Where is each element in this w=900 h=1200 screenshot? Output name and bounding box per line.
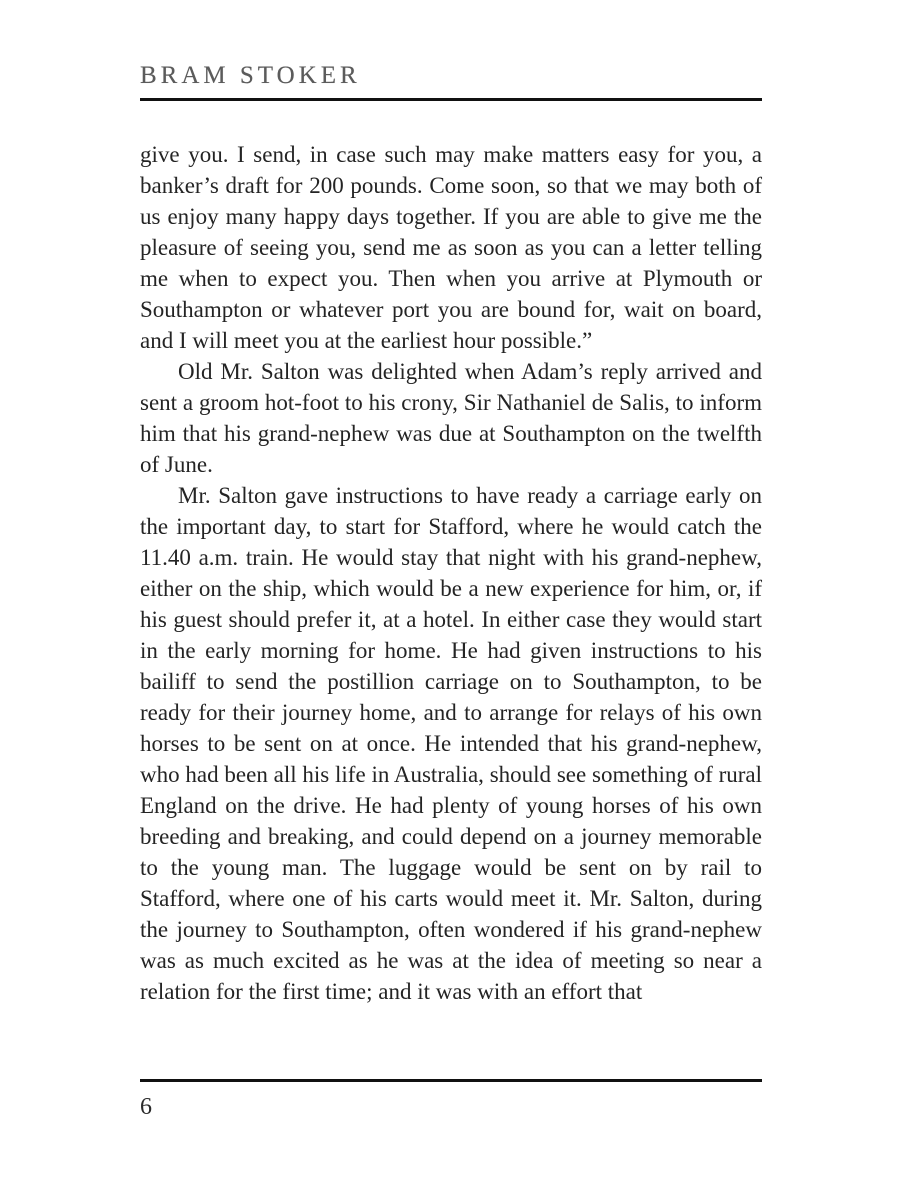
paragraph: give you. I send, in case such may make matters easy for you, a banker’s draft for 200 pounds. Come soon, so that we may both of us enjoy many happy days together. If you are able to give me the pleasure of seeing you, send me as soon as you can a letter telling me when to expect you. Then when you arrive at Plymouth or Southampton or whatever port you are bound for, wait on board, and I will meet you at the earliest hour possible.”: [140, 142, 762, 353]
page-body: [140, 139, 762, 1007]
page-header: [140, 62, 762, 101]
paragraph: Mr. Salton gave instructions to have ready a carriage early on the important day, to start for Stafford, where he would catch the 11.40 a.m. train. He would stay that night with his grand-nephew, either on the ship, which would be a new experience for him, or, if his guest should prefer it, at a hotel. In either case they would start in the early morning for home. He had given instructions to his bailiff to send the postillion carriage on to Southampton, to be ready for their journey home, and to arrange for relays of his own horses to be sent on at once. He intended that his grand-nephew, who had been all his life in Australia, should see something of rural England on the drive. He had plenty of young horses of his own breeding and breaking, and could depend on a journey memorable to the young man. The luggage would be sent on by rail to Stafford, where one of his carts would meet it. Mr. Salton, during the journey to Southampton, often wondered if his grand-nephew was as much excited as he was at the idea of meeting so near a relation for the first time; and it was with an effort that: [140, 483, 762, 1004]
footer-rule: [140, 1079, 762, 1082]
header-rule: [140, 98, 762, 101]
page-number: 6: [140, 1094, 152, 1120]
page-footer: [140, 1079, 762, 1121]
paragraph: Old Mr. Salton was delighted when Adam’s reply arrived and sent a groom hot-foot to his crony, Sir Nathaniel de Salis, to inform him that his grand-nephew was due at Southampton on the twelfth of June.: [140, 359, 762, 477]
running-header-author: BRAM STOKER: [140, 62, 361, 89]
